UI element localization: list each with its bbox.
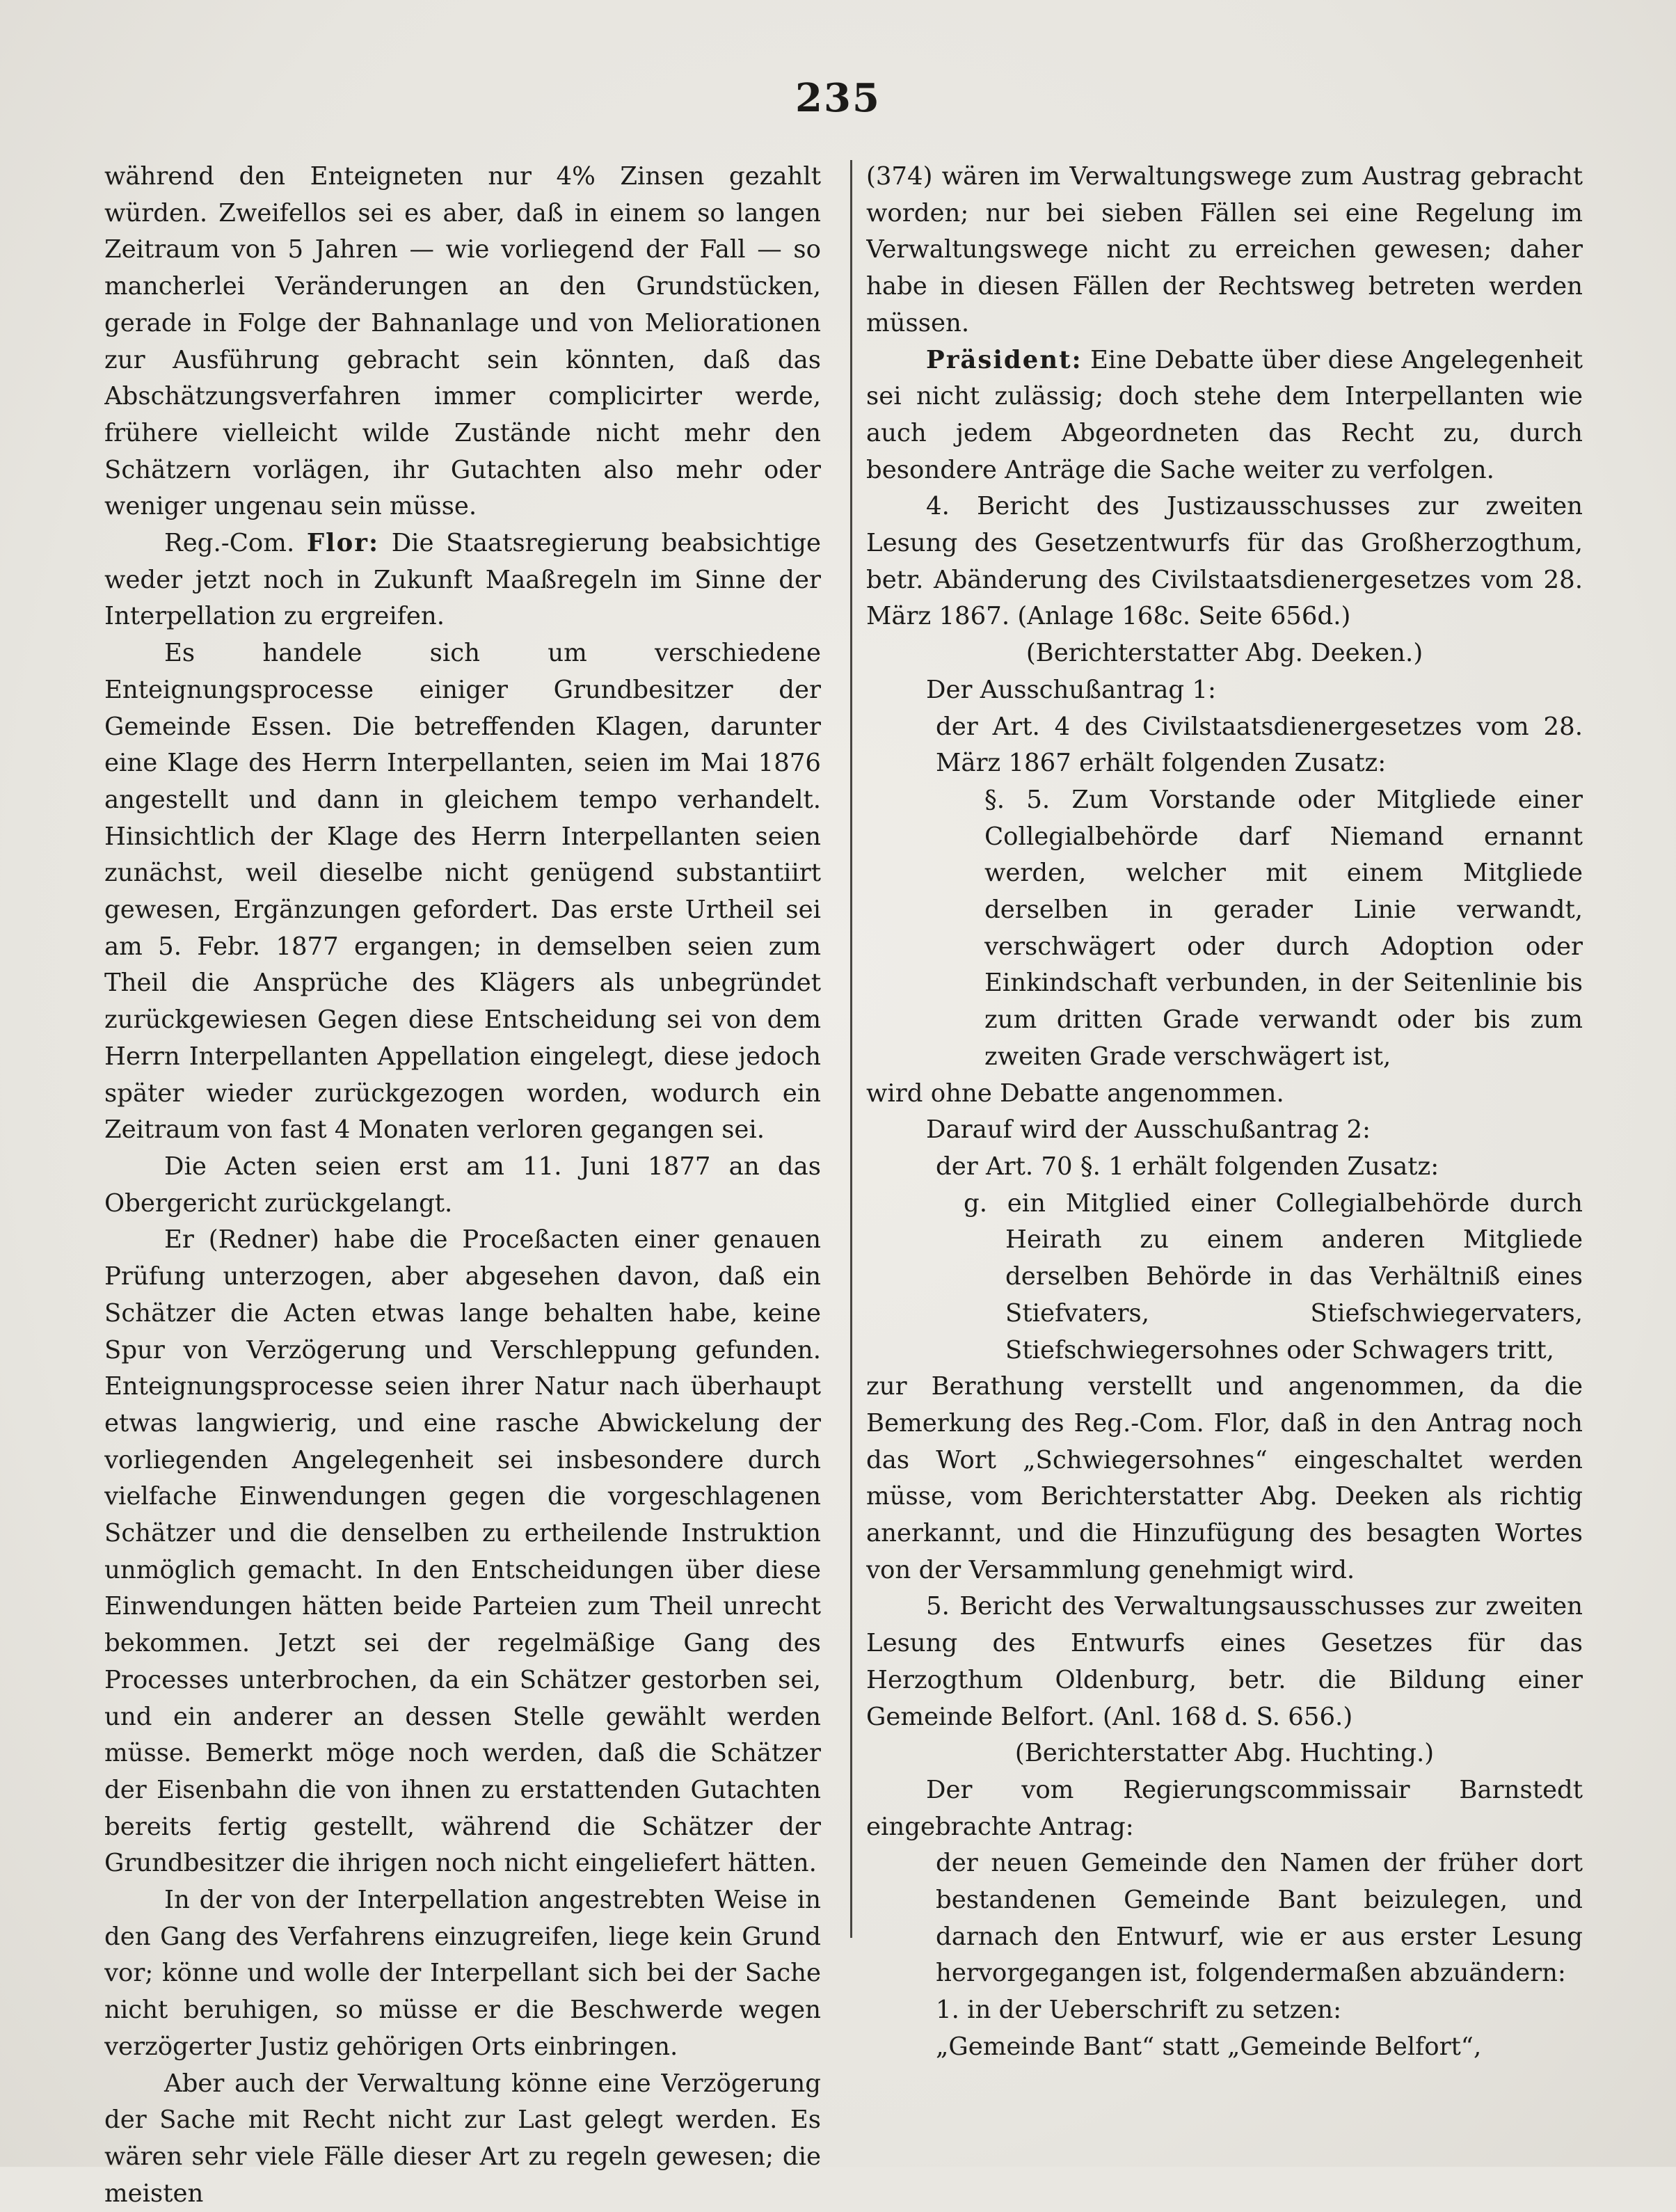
motion-text: 1. in der Ueberschrift zu setzen: — [936, 1996, 1342, 2025]
motion-text: der Art. 70 §. 1 erhält folgenden Zusatz: — [936, 1152, 1439, 1181]
agenda-item: 4. Bericht des Justizausschusses zur zweiten Lesung des Gesetzentwurfs für das Großherzogthum, betr. Abänderung des Civilstaatsdienergesetzes vom 28. März 1867. (Anlage 168c. Seite 656d.) — [866, 492, 1583, 631]
rapporteur-line: (Berichterstatter Abg. Huchting.) — [1014, 1739, 1435, 1768]
motion-text: der Art. 4 des Civilstaatsdienergesetzes vom 28. März 1867 erhält folgenden Zusatz: — [936, 712, 1583, 778]
speaker-text: Eine Debatte über diese Angelegenheit sei nicht zulässig; doch stehe dem Interpellanten wie auch jedem Abgeordneten das Recht zu, durch besondere Anträge die Sache weiter zu verfolgen. — [866, 345, 1583, 484]
paragraph: Der Ausschußantrag 1: — [926, 675, 1216, 704]
paragraph-speaker — [866, 342, 1583, 489]
agenda-item: 5. Bericht des Verwaltungsausschusses zur zweiten Lesung des Entwurfs eines Gesetzes für das Herzogthum Oldenburg, betr. die Bildung einer Gemeinde Belfort. (Anl. 168 d. S. 656.) — [866, 1592, 1583, 1731]
column-divider — [850, 160, 852, 1938]
paragraph: Es handele sich um verschiedene Enteignungsprocesse einiger Grundbesitzer der Gemeinde Essen. Die betreffenden Klagen, darunter eine Klage des Herrn Interpellanten, seien im Mai 1876 angestellt und dann in gleichem tempo verhandelt. Hinsichtlich der Klage des Herrn Interpellanten seien zunächst, weil dieselbe nicht genügend substantiirt gewesen, Ergänzungen gefordert. Das erste Urtheil sei am 5. Febr. 1877 ergangen; in demselben seien zum Theil die Ansprüche des Klägers als unbegründet zurückgewiesen Gegen diese Entscheidung sei von dem Herrn Interpellanten Appellation eingelegt, diese jedoch später wieder zurückgezogen worden, wodurch ein Zeitraum von fast 4 Monaten verloren gegangen sei. — [104, 639, 821, 1145]
rapporteur-line: (Berichterstatter Abg. Deeken.) — [1025, 639, 1423, 668]
speaker-prefix: Reg.-Com. — [164, 529, 295, 558]
motion-clause: g. ein Mitglied einer Collegialbehörde durch Heirath zu einem anderen Mitgliede derselben Behörde in das Verhältniß eines Stiefvaters, Stiefschwiegervaters, Stiefschwiegersohnes oder Schwagers tritt, — [964, 1188, 1583, 1364]
paragraph-speaker — [104, 525, 821, 635]
paragraph: Aber auch der Verwaltung könne eine Verzögerung der Sache mit Recht nicht zur Last gelegt werden. Es wären sehr viele Fälle dieser Art zu regeln gewesen; die meisten — [104, 2069, 821, 2208]
speaker-text: Die Staatsregierung beabsichtige weder jetzt noch in Zukunft Maaßregeln im Sinne der Interpellation zu ergreifen. — [104, 529, 821, 631]
motion-text: „Gemeinde Bant“ statt „Gemeinde Belfort“, — [936, 2032, 1482, 2061]
left-column — [104, 159, 821, 2212]
paragraph: während den Enteigneten nur 4% Zinsen gezahlt würden. Zweifellos sei es aber, daß in einem so langen Zeitraum von 5 Jahren — wie vorliegend der Fall — so mancherlei Veränderungen an den Grundstücken, gerade in Folge der Bahnanlage und von Meliorationen zur Ausführung gebracht sein könnten, daß das Abschätzungsverfahren immer complicirter werde, frühere vielleicht wilde Zustände nicht mehr den Schätzern vorlägen, ihr Gutachten also mehr oder weniger ungenau sein müsse. — [104, 162, 821, 521]
paragraph: Darauf wird der Ausschußantrag 2: — [926, 1115, 1371, 1145]
motion-clause: §. 5. Zum Vorstande oder Mitgliede einer Collegialbehörde darf Niemand ernannt werden, welcher mit einem Mitgliede derselben in gerader Linie verwandt, verschwägert oder durch Adoption oder Einkindschaft verbunden, in der Seitenlinie bis zum dritten Grade verwandt oder bis zum zweiten Grade verschwägert ist, — [984, 785, 1583, 1071]
speaker-name: Präsident: — [926, 345, 1083, 374]
paragraph: zur Berathung verstellt und angenommen, da die Bemerkung des Reg.-Com. Flor, daß in den Antrag noch das Wort „Schwiegersohnes“ eingeschaltet werden müsse, vom Berichterstatter Abg. Deeken als richtig anerkannt, und die Hinzufügung des besagten Wortes von der Versammlung genehmigt wird. — [866, 1372, 1583, 1584]
speaker-name: Flor: — [306, 529, 380, 558]
paragraph: wird ohne Debatte angenommen. — [866, 1079, 1284, 1108]
paragraph: Die Acten seien erst am 11. Juni 1877 an das Obergericht zurückgelangt. — [104, 1152, 821, 1218]
motion-text: der neuen Gemeinde den Namen der früher dort bestandenen Gemeinde Bant beizulegen, und darnach den Entwurf, wie er aus erster Lesung hervorgegangen ist, folgendermaßen abzuändern: — [936, 1849, 1583, 1988]
paragraph: (374) wären im Verwaltungswege zum Austrag gebracht worden; nur bei sieben Fällen sei eine Regelung im Verwaltungswege nicht zu erreichen gewesen; daher habe in diesen Fällen der Rechtsweg betreten werden müssen. — [866, 162, 1583, 337]
paragraph: Der vom Regierungscommissair Barnstedt eingebrachte Antrag: — [866, 1775, 1583, 1841]
right-column — [866, 159, 1583, 2066]
paragraph: In der von der Interpellation angestrebten Weise in den Gang des Verfahrens einzugreifen, liege kein Grund vor; könne und wolle der Interpellant sich bei der Sache nicht beruhigen, so müsse er die Beschwerde wegen verzögerter Justiz gehörigen Orts einbringen. — [104, 1886, 821, 2061]
page-number: 235 — [795, 75, 881, 121]
paragraph: Er (Redner) habe die Proceßacten einer genauen Prüfung unterzogen, aber abgesehen davon, daß ein Schätzer die Acten etwas lange behalten habe, keine Spur von Verzögerung und Verschleppung gefunden. Enteignungsprocesse seien ihrer Natur nach überhaupt etwas langwierig, und eine rasche Abwickelung der vorliegenden Angelegenheit sei insbesondere durch vielfache Einwendungen gegen die vorgeschlagenen Schätzer und die denselben zu ertheilende Instruktion unmöglich gemacht. In den Entscheidungen über diese Einwendungen hätten beide Parteien zum Theil unrecht bekommen. Jetzt sei der regelmäßige Gang des Processes unterbrochen, da ein Schätzer gestorben sei, und ein anderer an dessen Stelle gewählt werden müsse. Bemerkt möge noch werden, daß die Schätzer der Eisenbahn die von ihnen zu erstattenden Gutachten bereits fertig gestellt, während die Schätzer der Grundbesitzer die ihrigen noch nicht eingeliefert hätten. — [104, 1225, 821, 1878]
